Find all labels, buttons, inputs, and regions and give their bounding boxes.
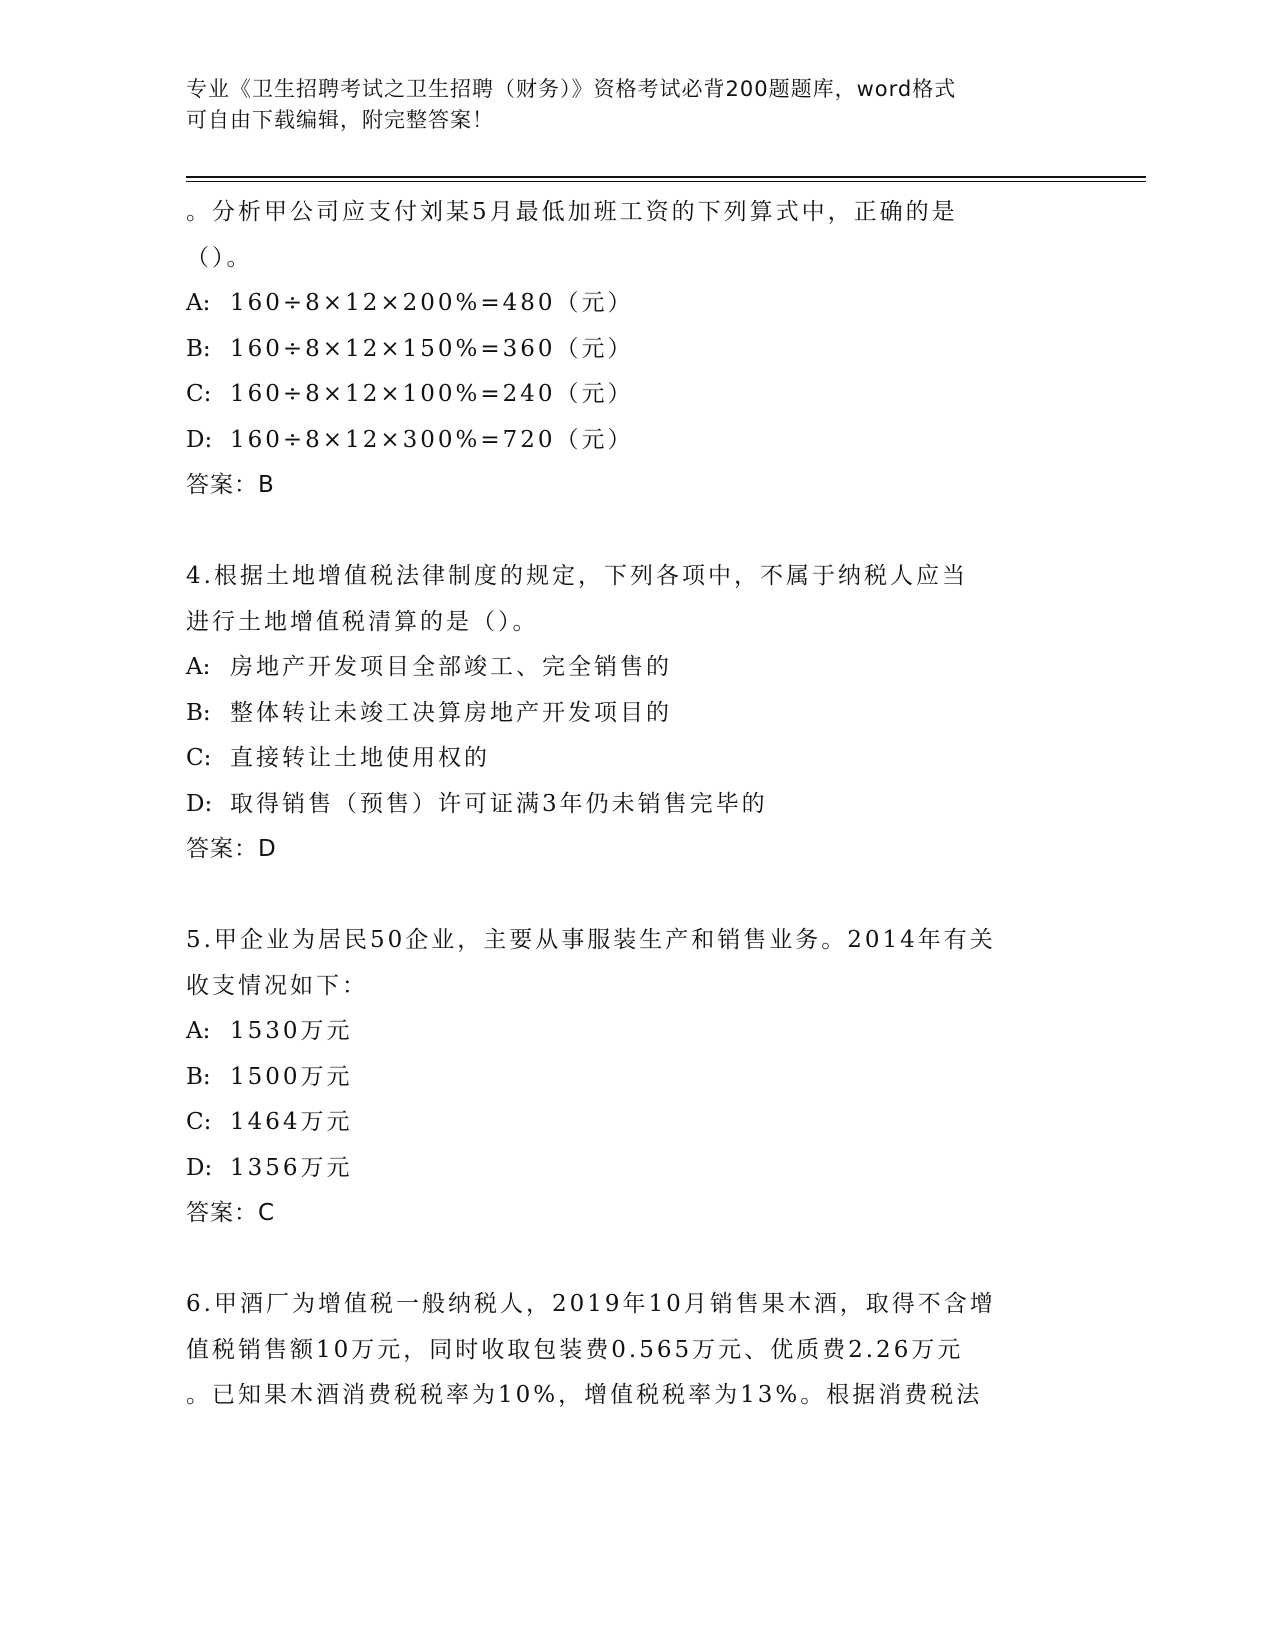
- option-text: 1500万元: [230, 1063, 353, 1090]
- option-label: C:: [186, 1109, 212, 1135]
- question-stem-line: 4.根据土地增值税法律制度的规定，下列各项中，不属于纳税人应当: [186, 563, 968, 589]
- option-label: A:: [186, 654, 211, 680]
- option-label: B:: [186, 699, 211, 726]
- option-label: A:: [186, 290, 211, 316]
- option-label: C:: [186, 745, 212, 771]
- header-rule-thick: [186, 176, 1146, 178]
- option-label: C:: [186, 381, 212, 407]
- question-stem-line: 。分析甲公司应支付刘某5月最低加班工资的下列算式中，正确的是: [186, 199, 958, 225]
- answer-line: 答案：C: [186, 1200, 276, 1226]
- option-c: [186, 1100, 1086, 1146]
- option-c: [186, 372, 1086, 418]
- header-rule-thin: [186, 181, 1146, 182]
- question-stem-line: 。已知果木酒消费税税率为10%，增值税税率为13%。根据消费税法: [186, 1382, 983, 1408]
- option-a: [186, 281, 1086, 327]
- question-stem-line: 5.甲企业为居民50企业，主要从事服装生产和销售业务。2014年有关: [186, 927, 996, 953]
- option-d: [186, 782, 1086, 828]
- option-a: [186, 1009, 1086, 1055]
- page-header: [186, 74, 1066, 136]
- header-title-line-1: 专业《卫生招聘考试之卫生招聘（财务）》资格考试必背200题题库，word格式: [186, 77, 957, 101]
- option-b: [186, 691, 1086, 737]
- question-content: [186, 190, 1086, 1419]
- question-5: [186, 918, 1086, 1237]
- option-text: 160÷8×12×200%=480（元）: [230, 290, 634, 316]
- option-b: [186, 1055, 1086, 1101]
- option-text: 整体转让未竣工决算房地产开发项目的: [230, 699, 672, 726]
- option-text: 1464万元: [230, 1109, 353, 1135]
- answer-line: 答案：B: [186, 472, 275, 498]
- question-stem-line: 6.甲酒厂为增值税一般纳税人，2019年10月销售果木酒，取得不含增: [186, 1291, 996, 1317]
- option-label: B:: [186, 335, 211, 362]
- question-stem-line: （）。: [186, 244, 253, 271]
- option-b: [186, 327, 1086, 373]
- option-label: B:: [186, 1063, 211, 1090]
- question-4: [186, 554, 1086, 873]
- option-text: 160÷8×12×100%=240（元）: [230, 381, 634, 407]
- question-stem-line: 值税销售额10万元，同时收取包装费0.565万元、优质费2.26万元: [186, 1336, 964, 1363]
- question-spacer: [186, 873, 1086, 919]
- answer-line: 答案：D: [186, 836, 277, 862]
- header-title-line-2: 可自由下载编辑，附完整答案！: [186, 108, 494, 132]
- option-d: [186, 418, 1086, 464]
- question-stem-line: 收支情况如下：: [186, 972, 368, 999]
- question-spacer: [186, 509, 1086, 555]
- question-stem-line: 进行土地增值税清算的是（）。: [186, 608, 539, 635]
- option-c: [186, 736, 1086, 782]
- option-text: 1356万元: [230, 1154, 353, 1181]
- option-text: 直接转让土地使用权的: [230, 745, 490, 771]
- question-spacer: [186, 1237, 1086, 1283]
- option-text: 160÷8×12×150%=360（元）: [230, 335, 634, 362]
- option-text: 取得销售（预售）许可证满3年仍未销售完毕的: [230, 790, 768, 817]
- option-a: [186, 645, 1086, 691]
- option-label: D:: [186, 1154, 213, 1181]
- option-d: [186, 1146, 1086, 1192]
- option-label: A:: [186, 1018, 211, 1044]
- option-text: 160÷8×12×300%=720（元）: [230, 426, 634, 453]
- question-3: [186, 190, 1086, 509]
- question-6: [186, 1282, 1086, 1419]
- option-text: 房地产开发项目全部竣工、完全销售的: [230, 654, 672, 680]
- option-label: D:: [186, 790, 213, 817]
- option-label: D:: [186, 426, 213, 453]
- option-text: 1530万元: [230, 1018, 353, 1044]
